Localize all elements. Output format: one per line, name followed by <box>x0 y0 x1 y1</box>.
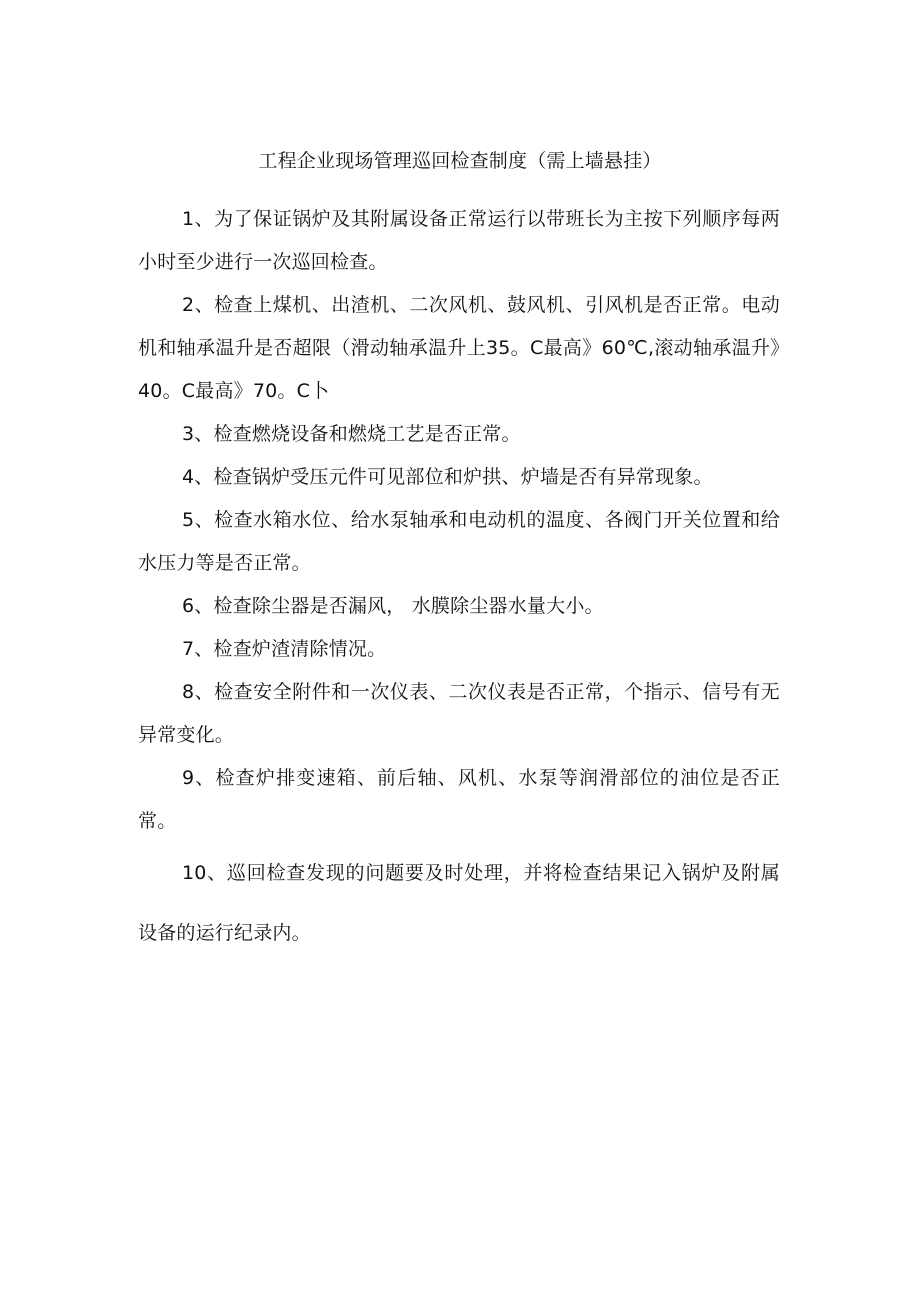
paragraph-8: 8、检查安全附件和一次仪表、二次仪表是否正常，个指示、信号有无异常变化。 <box>138 681 780 746</box>
paragraph-3: 3、检查燃烧设备和燃烧工艺是否正常。 <box>182 423 521 445</box>
document-body <box>138 198 780 963</box>
paragraph-9: 9、检查炉排变速箱、前后轴、风机、水泵等润滑部位的油位是否正常。 <box>138 767 780 832</box>
document-title: 工程企业现场管理巡回检查制度（需上墙悬挂） <box>258 150 662 172</box>
paragraph-10: 10、巡回检查发现的问题要及时处理，并将检查结果记入锅炉及附属设备的运行纪录内。 <box>138 862 780 944</box>
paragraph-6: 6、检查除尘器是否漏风， 水膜除尘器水量大小。 <box>182 595 604 617</box>
paragraph-2: 2、检查上煤机、出渣机、二次风机、鼓风机、引风机是否正常。电动机和轴承温升是否超限（滑动轴承温升上35。C最高》60℃,滚动轴承温升》40。C最高》70。C卜 <box>138 294 780 402</box>
paragraph-5: 5、检查水箱水位、给水泵轴承和电动机的温度、各阀门开关位置和给水压力等是否正常。 <box>138 509 780 574</box>
paragraph-7: 7、检查炉渣清除情况。 <box>182 638 387 660</box>
paragraph-1: 1、为了保证锅炉及其附属设备正常运行以带班长为主按下列顺序每两小时至少进行一次巡回检查。 <box>138 208 780 273</box>
paragraph-4: 4、检查锅炉受压元件可见部位和炉拱、炉墙是否有异常现象。 <box>182 466 713 488</box>
